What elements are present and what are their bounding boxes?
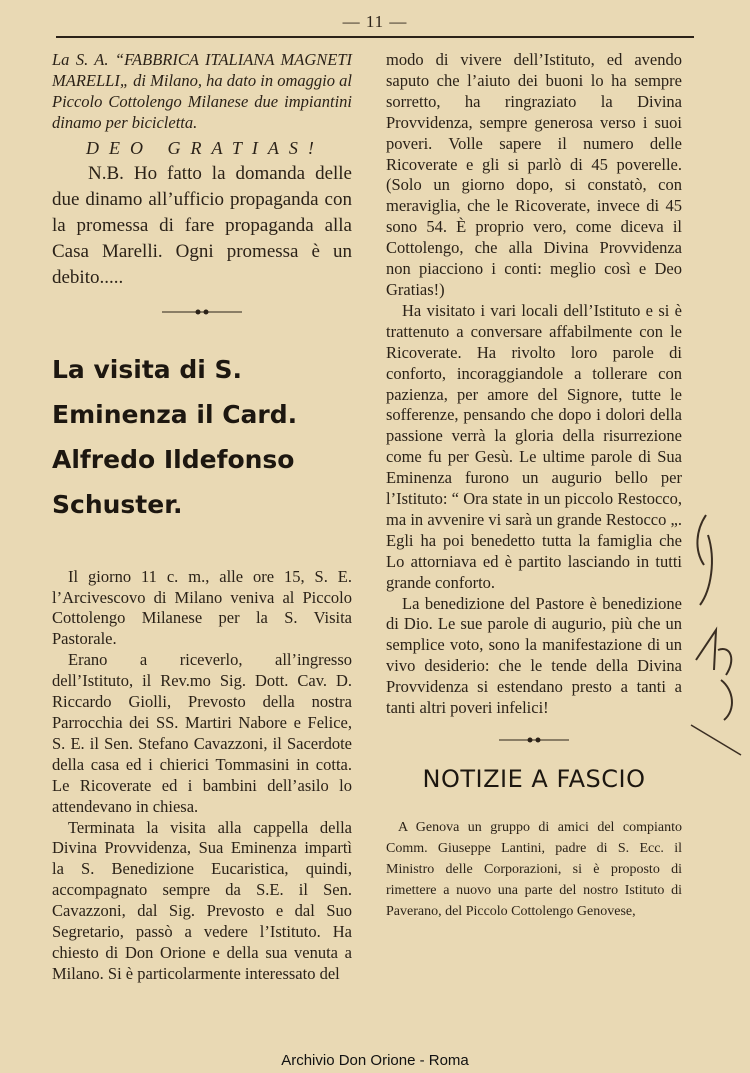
marelli-note: La S. A. “FABBRICA ITALIANA MAGNETI MARELLI„ di Milano, ha dato in omaggio al Piccolo Cottolengo Milanese due impiantini dinamo per bicicletta. bbox=[52, 50, 352, 132]
ornamental-divider-2 bbox=[386, 735, 682, 745]
visit-paragraph-1: Il giorno 11 c. m., alle ore 15, S. E. l’Arcivescovo di Milano veniva al Piccolo Cottolengo Milanese per la S. Visita Pastorale. bbox=[52, 566, 352, 649]
page-number: — 11 — bbox=[342, 12, 408, 31]
nb-paragraph: N.B. Ho fatto la domanda delle due dinamo all’ufficio propaganda con la promessa di fare propaganda alla Casa Marelli. Ogni promessa è un debito..... bbox=[52, 162, 352, 288]
visit-paragraph-3: Terminata la visita alla cappella della Divina Provvidenza, Sua Eminenza impartì la S. Benedizione Eucaristica, quindi, accompagnato sempre da S.E. il Sen. Cavazzoni, dal Sig. Prevosto e dal Suo Segretario, passò a vedere l’Istituto. Ha chiesto di Don Orione e della sua venuta a Milano. Si è particolarmente interessato del bbox=[52, 817, 352, 983]
handwritten-scribble-icon bbox=[686, 510, 746, 760]
left-column bbox=[52, 50, 352, 985]
news-heading: NOTIZIE A FASCIO bbox=[422, 765, 646, 793]
ornamental-divider bbox=[52, 307, 352, 317]
visit-paragraph-5: Ha visitato i vari locali dell’Istituto e si è trattenuto a conversare affabilmente con le Ricoverate. Ha rivolto loro parole di conforto, incoraggiandole a tollerare con pazienza, per amore del Signore, tutte le sofferenze, pensando che dopo i dolori della passione verrà la gloria della risurrezione come fu per Gesù. Le ultime parole di Sua Eminenza furono un augurio bello per l’Istituto: “ Ora state in un piccolo Restocco, ma in avvenire vi sarà un grande Restocco „. Egli ha poi benedetto tutta la famiglia che Lo attorniava ed è partito lasciando in tutti grande conforto. bbox=[386, 300, 682, 592]
news-paragraph: A Genova un gruppo di amici del compianto Comm. Giuseppe Lantini, padre di S. Ecc. il Ministro delle Corporazioni, si è proposto di rimettere a nuovo una parte del nostro Istituto di Paverano, del Piccolo Cottolengo Genovese, bbox=[386, 820, 682, 919]
visit-paragraph-6: La benedizione del Pastore è benedizione di Dio. Le sue parole di augurio, più che un semplice voto, sono la manifestazione di un vivo desiderio: che le tende della Divina Provvidenza si estendano presto a tanti a tanti altri poveri infelici! bbox=[386, 593, 682, 718]
right-column bbox=[386, 50, 682, 922]
visit-paragraph-4: modo di vivere dell’Istituto, ed avendo saputo che l’aiuto dei buoni lo ha sempre sorretto, ha ringraziato la Divina Provvidenza, sempre generosa verso i suoi poveri. Volle sapere il numero delle Ricoverate e gli si parlò di 45 poverelle. (Solo un giorno dopo, si constatò, con meraviglia, che le Ricoverate, invece di 45 sono 54. È proprio vero, come diceva il Cottolengo, che alla Divina Provvidenza non piacciono i conti: meglio così e Deo Gratias!) bbox=[386, 50, 682, 299]
visit-heading: La visita di S. Eminenza il Card. Alfredo Ildefonso Schuster. bbox=[52, 354, 298, 519]
deo-gratias: DEO GRATIAS! bbox=[86, 137, 324, 158]
archive-footer: Archivio Don Orione - Roma bbox=[281, 1052, 469, 1069]
header-rule bbox=[56, 36, 694, 38]
visit-paragraph-2: Erano a riceverlo, all’ingresso dell’Istituto, il Rev.mo Sig. Dott. Cav. D. Riccardo Giolli, Prevosto della nostra Parrocchia dei SS. Martiri Nabore e Felice, S. E. il Sen. Stefano Cavazzoni, il Sacerdote della casa ed i chierici Tommasini in cotta. Le Ricoverate ed i bambini dell’asilo lo attendevano in chiesa. bbox=[52, 650, 352, 816]
